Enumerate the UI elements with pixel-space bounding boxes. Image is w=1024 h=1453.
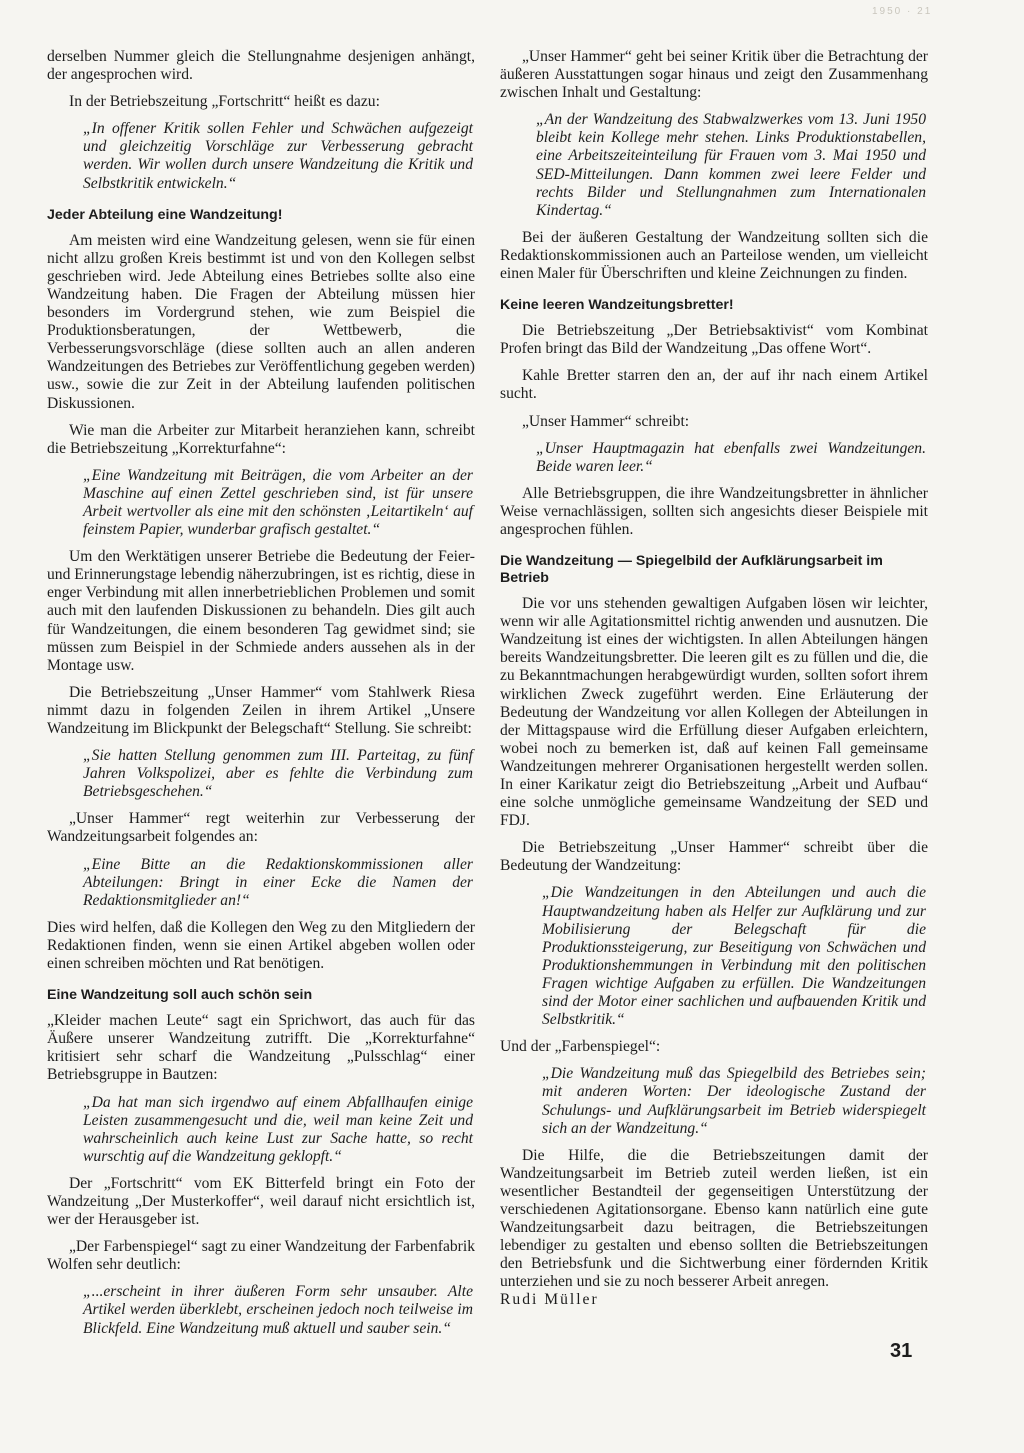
body-paragraph: „Unser Hammer“ schreibt:: [522, 412, 690, 430]
body-paragraph: derselben Nummer gleich die Stellungnahme desjenigen anhängt, der angesprochen wird.: [47, 48, 475, 84]
body-paragraph: Die vor uns stehenden gewaltigen Aufgaben lösen wir leichter, wenn wir alle Agitationsmittel richtig anwenden und ausnutzen. Die Wandzeitung ist eines der wichtigsten. In allen Abteilungen hängen bereits Wandzeitungsbretter. Die leeren gilt es zu füllen und die, die zu Bekanntmachungen herabgewürdigt wurden, sollten sofort ihrem wirklichen Zweck zugeführt werden. Eine Erläuterung der Bedeutung der Wandzeitung vor allen Kollegen der Abteilungen in der Mittagspause wird die Erfüllung dieser Aufgaben erleichtern, wobei noch zu bemerken ist, daß auf keinen Fall gemeinsame Wandzeitungen mehrerer Organisationen hergestellt werden sollen. In einer Karikatur zeigt dio Betriebszeitung „Arbeit und Aufbau“ eine solche unmögliche gemeinsame Wandzeitung der SED und FDJ.: [500, 595, 928, 830]
quote-paragraph: „Unser Hauptmagazin hat ebenfalls zwei Wandzeitungen. Beide waren leer.“: [536, 439, 926, 475]
body-paragraph: Am meisten wird eine Wandzeitung gelesen, wenn sie für einen nicht allzu großen Kreis bestimmt ist und von den Kollegen selbst geschrieben wird. Jede Abteilung eines Betriebes sollte also eine Wandzeitung haben. Die Fragen der Abteilung müssen hier besonders im Vordergrund stehen, wie zum Beispiel die Produktionsberatungen, der Wettbewerb, die Verbesserungsvorschläge (diese sollten auch an allen anderen Wandzeitungen des Betriebes zur Veröffentlichung gegeben werden) usw., sowie die zur Zeit in der Abteilung laufenden politischen Diskussionen.: [47, 231, 475, 412]
body-paragraph: „Unser Hammer“ geht bei seiner Kritik über die Betrachtung der äußeren Ausstattungen sogar hinaus und zeigt den Zusammenhang zwischen Inhalt und Gestaltung:: [500, 48, 928, 102]
section-heading: Jeder Abteilung eine Wandzeitung!: [47, 206, 283, 223]
section-heading: Die Wandzeitung — Spiegelbild der Aufklärungsarbeit im Betrieb: [500, 553, 883, 587]
quote-paragraph: „Die Wandzeitungen in den Abteilungen und auch die Hauptwandzeitung haben als Helfer zur Aufklärung und zur Mobilisierung der Belegschaft für die Produktionssteigerung, zur Beseitigung von Schwächen und Produktionshemmungen in Verbindung mit den politischen Fragen wichtige Aufgaben zu erfüllen. Die Wandzeitungen sind der Motor einer sachlichen und aufbauenden Kritik und Selbstkritik.“: [542, 884, 926, 1029]
quote-paragraph: „In offener Kritik sollen Fehler und Schwächen aufgezeigt und gleichzeitig Vorschläge zur Verbesserung gebracht werden. Wir wollen durch unsere Wandzeitung die Kritik und Selbstkritik entwickeln.“: [83, 120, 473, 192]
quote-paragraph: „An der Wandzeitung des Stabwalzwerkes vom 13. Juni 1950 bleibt kein Kollege mehr stehen. Links Produktionstabellen, eine Arbeitszeiteinteilung für Frauen vom 3. Mai 1950 und SED-Mitteilungen. Dann kommen zwei leere Felder und rechts Bilder und Stellungnahmen zum Internationalen Kindertag.“: [536, 111, 926, 219]
body-paragraph: Dies wird helfen, daß die Kollegen den Weg zu den Mitgliedern der Redaktionen finden, wenn sie einen Artikel abgeben wollen oder einen schreiben möchten und Rat benötigen.: [47, 918, 475, 973]
body-paragraph: Die Betriebszeitung „Der Betriebsaktivist“ vom Kombinat Profen bringt das Bild der Wandzeitung „Das offene Wort“.: [500, 322, 928, 358]
body-paragraph: „Der Farbenspiegel“ sagt zu einer Wandzeitung der Farbenfabrik Wolfen sehr deutlich:: [47, 1238, 475, 1274]
quote-paragraph: „...erscheint in ihrer äußeren Form sehr unsauber. Alte Artikel werden überklebt, erscheinen jedoch noch teilweise im Blickfeld. Eine Wandzeitung muß aktuell und sauber sein.“: [83, 1283, 473, 1337]
section-heading: Keine leeren Wandzeitungsbretter!: [500, 297, 734, 314]
body-paragraph: Und der „Farbenspiegel“:: [500, 1038, 661, 1056]
quote-paragraph: „Eine Bitte an die Redaktionskommissionen aller Abteilungen: Bringt in einer Ecke die Namen der Redaktionsmitglieder an!“: [83, 855, 473, 909]
body-paragraph: „Kleider machen Leute“ sagt ein Sprichwort, das auch für das Äußere unserer Wandzeitung zutrifft. Die „Korrekturfahne“ kritisiert sehr scharf die Wandzeitung „Pulsschlag“ einer Betriebsgruppe in Bautzen:: [47, 1012, 475, 1084]
body-paragraph: „Unser Hammer“ regt weiterhin zur Verbesserung der Wandzeitungsarbeit folgendes an:: [47, 810, 475, 846]
quote-paragraph: „Die Wandzeitung muß das Spiegelbild des Betriebes sein; mit anderen Worten: Der ideologische Zustand der Schulungs- und Aufklärungsarbeit im Betrieb widerspiegelt sich an der Wandzeitung.“: [542, 1065, 926, 1137]
body-paragraph: In der Betriebszeitung „Fortschritt“ heißt es dazu:: [69, 93, 380, 111]
body-paragraph: Die Hilfe, die die Betriebszeitungen damit der Wandzeitungsarbeit im Betrieb zuteil werden ließen, ist ein wesentlicher Bestandteil der gegenseitigen Unterstützung der verschiedenen Agitationsorgane. Ebenso kann natürlich eine gute Wandzeitungsarbeit dazu beitragen, die Betriebszeitungen lebendiger zu gestalten und ebenso sollten die Betriebszeitungen den Betriebsfunk und die Sichtwerbung einer fördernden Kritik unterziehen und sie zu noch besserer Arbeit anregen.: [500, 1146, 928, 1291]
section-heading: Eine Wandzeitung soll auch schön sein: [47, 987, 313, 1004]
body-paragraph: Alle Betriebsgruppen, die ihre Wandzeitungsbretter in ähnlicher Weise vernachlässigen, sollten sich angesichts dieser Beispiele mit angesprochen fühlen.: [500, 484, 928, 538]
body-paragraph: Kahle Bretter starren den an, der auf ihr nach einem Artikel sucht.: [500, 367, 928, 403]
right-column: [500, 48, 928, 1310]
body-paragraph: Um den Werktätigen unserer Betriebe die Bedeutung der Feier- und Erinnerungstage lebendig näherzubringen, ist es richtig, diese in enger Verbindung mit allen innerbetrieblichen Problemen und somit auch mit den laufenden Diskussionen zu behandeln. Dies gilt auch für Wandzeitungen, die einem besonderen Tag gewidmet sind; sie müssen zum Beispiel in der Schmiede anders aussehen als in der Montage usw.: [47, 548, 475, 674]
author-signature: Rudi Müller: [500, 1291, 599, 1309]
quote-paragraph: „Da hat man sich irgendwo auf einem Abfallhaufen einige Leisten zusammengesucht und die, weil man keine Zeit und wahrscheinlich auch keine Lust zur Sache hatte, so recht wurschtig auf die Wandzeitung geklopft.“: [83, 1093, 473, 1165]
body-paragraph: Bei der äußeren Gestaltung der Wandzeitung sollten sich die Redaktionskommissionen auch an Parteilose wenden, um vielleicht einen Maler für Überschriften und kleine Zeichnungen zu finden.: [500, 228, 928, 283]
quote-paragraph: „Sie hatten Stellung genommen zum III. Parteitag, zu fünf Jahren Volkspolizei, aber es fehlte die Verbindung zum Betriebsgeschehen.“: [83, 747, 473, 801]
page-number: 31: [890, 1340, 913, 1362]
body-paragraph: Der „Fortschritt“ vom EK Bitterfeld bringt ein Foto der Wandzeitung „Der Musterkoffer“, weil darauf nicht ersichtlich ist, wer der Herausgeber ist.: [47, 1174, 475, 1229]
quote-paragraph: „Eine Wandzeitung mit Beiträgen, die vom Arbeiter an der Maschine auf einen Zettel geschrieben sind, ist für unsere Arbeit wertvoller als eine mit den schönsten ‚Leitartikeln‘ auf feinstem Papier, wunderbar grafisch gestaltet.“: [83, 466, 473, 539]
body-paragraph: Die Betriebszeitung „Unser Hammer“ schreibt über die Bedeutung der Wandzeitung:: [500, 839, 928, 875]
body-paragraph: Die Betriebszeitung „Unser Hammer“ vom Stahlwerk Riesa nimmt dazu in folgenden Zeilen in ihrem Artikel „Unsere Wandzeitung im Blickpunkt der Belegschaft“ Stellung. Sie schreibt:: [47, 683, 475, 737]
body-paragraph: Wie man die Arbeiter zur Mitarbeit heranziehen kann, schreibt die Betriebszeitung „Korrekturfahne“:: [47, 421, 475, 457]
archive-mark: 1950 · 21: [872, 6, 933, 17]
left-column: [47, 48, 475, 1340]
